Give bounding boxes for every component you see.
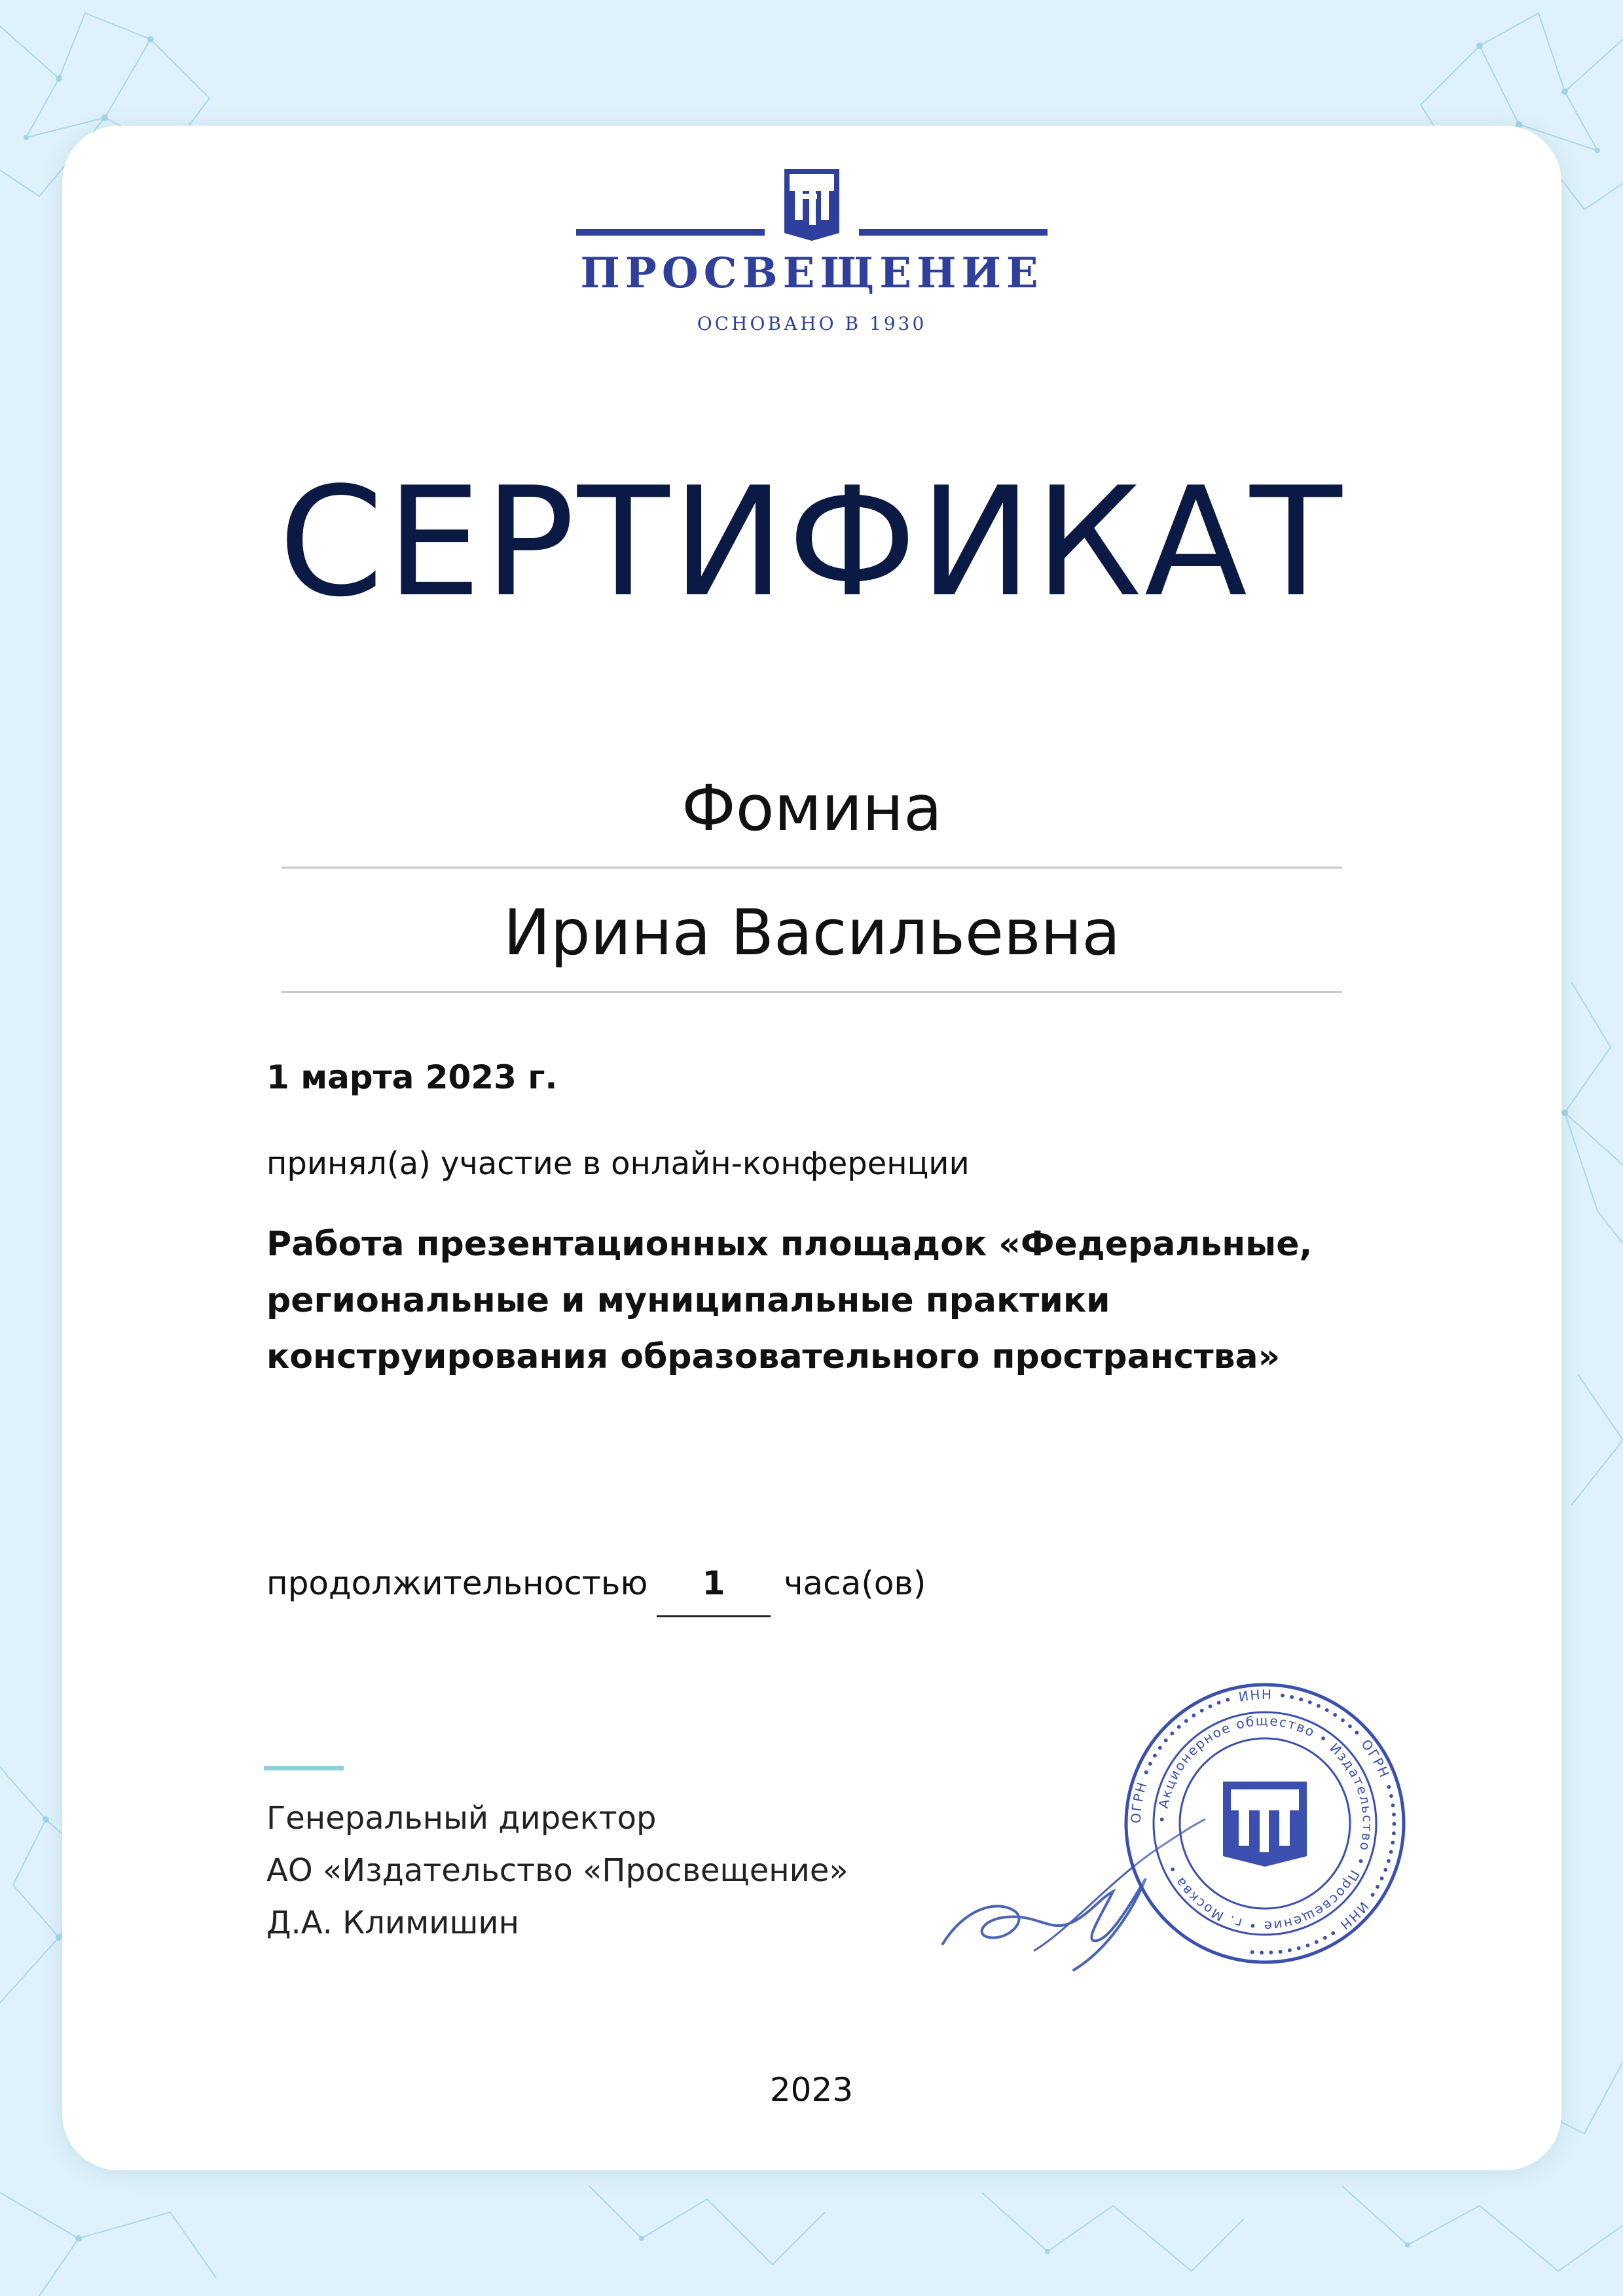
svg-text:• Акционерное общество • Издат: • Акционерное общество • Издательство • Просвещение • г. Москва •	[1154, 1712, 1376, 1935]
event-title	[266, 1216, 1406, 1385]
logo-line-right	[859, 229, 1048, 236]
duration-label: продолжительностью	[266, 1564, 648, 1602]
ip-logo-icon	[780, 165, 843, 243]
company-seal-icon	[1121, 1679, 1409, 1967]
signatory-position: Генеральный директор	[266, 1800, 657, 1837]
certificate-title: СЕРТИФИКАТ	[278, 456, 1345, 630]
recipient-surname: Фомина	[682, 772, 942, 845]
name-divider	[282, 991, 1342, 993]
svg-text:ОГРН ••••••••••••• ИНН •••••••: ОГРН ••••••••••••• ИНН •••••••••• ОГРН ••••••••••••• ИНН ••••••••••	[1127, 1686, 1402, 1961]
name-divider	[282, 867, 1342, 869]
publisher-name: ПРОСВЕЩЕНИЕ	[580, 249, 1044, 298]
signatory-name: Д.А. Климишин	[266, 1905, 519, 1941]
signatory-company: АО «Издательство «Просвещение»	[266, 1852, 848, 1889]
certificate-year: 2023	[769, 2071, 854, 2109]
event-date: 1 марта 2023 г.	[266, 1058, 558, 1096]
event-title-line: Работа презентационных площадок «Федеральные,	[266, 1225, 1313, 1264]
participation-text: принял(а) участие в онлайн-конференции	[266, 1145, 970, 1182]
event-title-line: конструирования образовательного пространства»	[266, 1337, 1281, 1376]
publisher-founded: ОСНОВАНО В 1930	[697, 313, 927, 334]
recipient-given-names: Ирина Васильевна	[503, 896, 1121, 969]
duration-value: 1	[657, 1564, 771, 1617]
duration-unit: часа(ов)	[784, 1564, 926, 1602]
accent-bar	[264, 1766, 344, 1770]
publisher-logo	[576, 165, 1048, 348]
event-title-line: региональные и муниципальные практики	[266, 1281, 1110, 1320]
logo-line-left	[576, 229, 765, 236]
